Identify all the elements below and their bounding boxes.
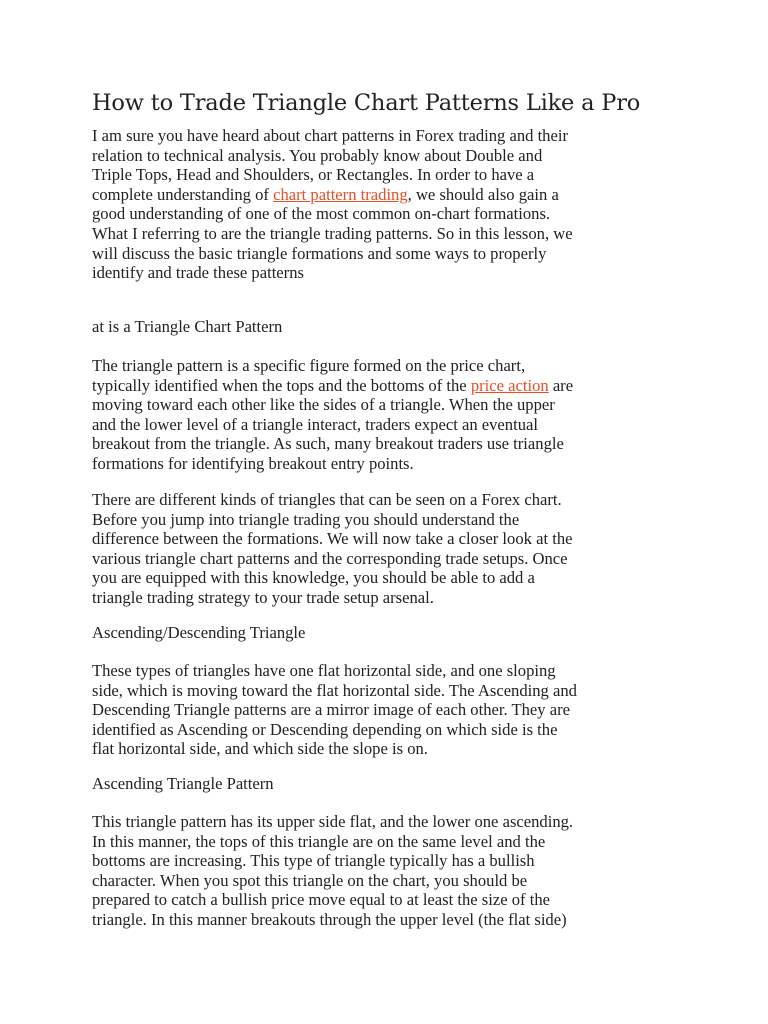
paragraph-text: are [548, 375, 574, 395]
paragraph-line: The triangle pattern is a specific figure formed on the price chart, [92, 356, 526, 375]
intro-paragraph [92, 126, 682, 283]
intro-line: Triple Tops, Head and Shoulders, or Rectangles. In order to have a [92, 165, 535, 185]
section-heading-ascending-descending: Ascending/Descending Triangle [92, 623, 306, 642]
paragraph-line [92, 376, 682, 396]
paragraph-text: typically identified when the tops and the bottoms of the [92, 375, 471, 395]
paragraph-line: and the lower level of a triangle interact, traders expect an eventual [92, 414, 538, 434]
intro-text: , we should also gain a [407, 184, 559, 204]
paragraph-line: identified as Ascending or Descending depending on which side is the [92, 719, 558, 739]
paragraph-line: bottoms are increasing. This type of triangle typically has a bullish [92, 851, 535, 871]
ascending-descending-paragraph [92, 661, 682, 759]
paragraph-line: There are different kinds of triangles that can be seen on a Forex chart. [92, 490, 562, 509]
paragraph-line: you are equipped with this knowledge, you should be able to add a [92, 568, 535, 588]
paragraph-line: moving toward each other like the sides of a triangle. When the upper [92, 395, 555, 415]
chart-pattern-trading-link[interactable]: chart pattern trading [273, 184, 408, 204]
paragraph-line: breakout from the triangle. As such, many breakout traders use triangle [92, 434, 564, 454]
section-heading-ascending-triangle: Ascending Triangle Pattern [92, 774, 274, 793]
intro-line: I am sure you have heard about chart patterns in Forex trading and their [92, 126, 568, 145]
intro-line: What I referring to are the triangle trading patterns. So in this lesson, we [92, 223, 573, 243]
paragraph-line: In this manner, the tops of this triangle are on the same level and the [92, 831, 546, 851]
paragraph-line: triangle. In this manner breakouts through the upper level (the flat side) [92, 909, 567, 929]
paragraph-line: formations for identifying breakout entry points. [92, 453, 414, 473]
paragraph-line: Descending Triangle patterns are a mirror image of each other. They are [92, 700, 570, 720]
intro-text: complete understanding of [92, 184, 274, 204]
triangle-pattern-paragraph [92, 356, 682, 474]
intro-line: good understanding of one of the most common on-chart formations. [92, 204, 551, 224]
document-title: How to Trade Triangle Chart Patterns Like a Pro [92, 90, 641, 116]
paragraph-line: various triangle chart patterns and the corresponding trade setups. Once [92, 548, 568, 568]
paragraph-line: Before you jump into triangle trading you should understand the [92, 509, 520, 529]
paragraph-line: side, which is moving toward the flat horizontal side. The Ascending and [92, 680, 577, 700]
intro-line: will discuss the basic triangle formations and some ways to properly [92, 243, 547, 263]
paragraph-line: prepared to catch a bullish price move equal to at least the size of the [92, 890, 550, 910]
intro-line [92, 185, 682, 205]
price-action-link[interactable]: price action [470, 375, 549, 395]
intro-line: relation to technical analysis. You probably know about Double and [92, 145, 543, 165]
paragraph-line: character. When you spot this triangle on the chart, you should be [92, 870, 528, 890]
ascending-triangle-paragraph [92, 812, 682, 930]
paragraph-line: triangle trading strategy to your trade setup arsenal. [92, 587, 434, 607]
intro-line: identify and trade these patterns [92, 263, 304, 283]
section-heading-triangle-chart-pattern: at is a Triangle Chart Pattern [92, 317, 283, 336]
paragraph-line: This triangle pattern has its upper side flat, and the lower one ascending. [92, 812, 574, 831]
paragraph-line: These types of triangles have one flat horizontal side, and one sloping [92, 661, 556, 680]
triangle-kinds-paragraph [92, 490, 682, 608]
paragraph-line: flat horizontal side, and which side the slope is on. [92, 739, 428, 759]
paragraph-line: difference between the formations. We will now take a closer look at the [92, 529, 573, 549]
